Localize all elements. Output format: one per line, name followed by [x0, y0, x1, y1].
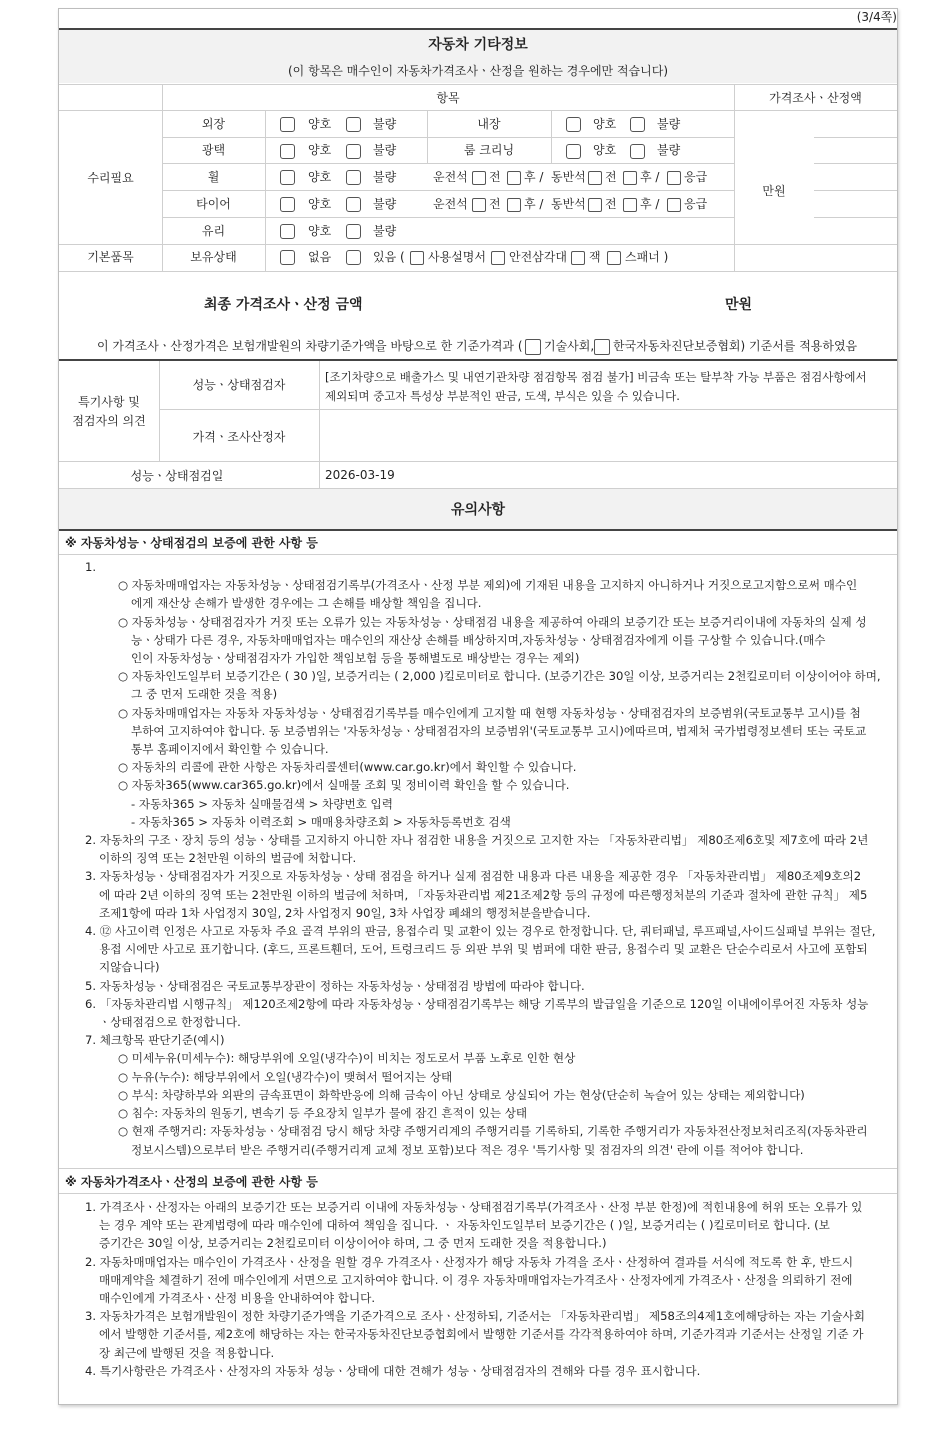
opt-good-label: 양호 [308, 170, 332, 184]
notice-line: 1. 가격조사ㆍ산정자는 아래의 보증기간 또는 보증거리 이내에 자동차성능ㆍ상태점검기록부(가격조사ㆍ산정 부분 한정)에 적힌내용에 허위 또는 오류가 있 [85, 1200, 863, 1214]
spanner-checkbox[interactable] [607, 251, 621, 265]
tech-society-checkbox[interactable] [525, 339, 541, 355]
notice-line: ○ 누유(누수): 해당부위에서 오일(냉각수)이 맺혀서 떨어지는 상태 [118, 1069, 453, 1084]
item-manual-label: 사용설명서 [428, 250, 486, 264]
notice-line: ○ 현재 주행거리: 자동차성능ㆍ상태점검 당시 해당 차량 주행거리계의 주행거리를 기록하되, 기록한 주행거리가 자동차전산정보처리조직(자동차관리 [118, 1124, 868, 1139]
notice-line: 2. 자동차의 구조ㆍ장치 등의 성능ㆍ상태를 고지하지 아니한 자나 점검한 내용을 거짓으로 고지한 자는 「자동차관리법」 제80조제6호및 제7호에 따라 2년 [85, 833, 869, 848]
notice-line: ○ 부식: 차량하부와 외판의 금속표면이 화학반응에 의해 금속이 아닌 상태로 상실되어 가는 현상(단순히 녹슬어 있는 상태는 제외합니다) [118, 1087, 805, 1102]
notice-line: 용접 시에만 사고로 표기합니다. (후드, 프론트휀더, 도어, 트렁크리드 등 외판 부위 및 범퍼에 대한 판금, 용접수리 및 교환은 단순수리로서 사고에 포함되 [99, 942, 868, 957]
item-triangle-label: 안전삼각대 [509, 250, 567, 264]
triangle-checkbox[interactable] [491, 251, 505, 265]
section-subtitle: (이 항목은 매수인이 자동차가격조사ㆍ산정을 원하는 경우에만 적습니다) [287, 64, 668, 78]
row-wheel: 휠 [207, 170, 220, 184]
rear-label: 후 / [640, 170, 660, 184]
opt-good-label: 양호 [593, 143, 617, 157]
exterior-bad-checkbox[interactable] [346, 117, 361, 132]
opt-good-label: 양호 [308, 224, 332, 238]
row-tire: 타이어 [196, 197, 231, 211]
front-label: 전 [605, 197, 617, 211]
basic-label: 기본품목 [87, 250, 134, 264]
notice-line: - 자동차365 > 자동차 이력조회 > 매매용차량조회 > 자동차등록번호 검색 [131, 814, 511, 829]
opinion-label-2: 점검자의 의견 [72, 414, 146, 428]
emergency-label: 응급 [684, 170, 708, 184]
notice-line: 이하의 징역 또는 2천만원 이하의 벌금에 처합니다. [99, 851, 357, 866]
opt-bad-label: 불량 [373, 197, 397, 211]
notice-line: 2. 자동차매매업자는 매수인이 가격조사ㆍ산정을 원할 경우 가격조사ㆍ산정자가 해당 자동차 가격을 조사ㆍ산정하여 결과를 서식에 적도록 한 후, 반드시 [85, 1254, 854, 1269]
exterior-good-checkbox[interactable] [280, 117, 295, 132]
appraiser-label: 가격ㆍ조사산정자 [192, 430, 286, 444]
notice-line: 부하여 고지하여야 합니다. 동 보증범위는 '자동차성능ㆍ상태점검자의 보증범위'(국토교통부 고시)에따르며, 법제처 국가법령정보센터 또는 국토교 [131, 723, 867, 738]
notice-line: 에 따라 2년 이하의 징역 또는 2천만원 이하의 벌금에 처하며, 「자동차관리법 제21조제2항 등의 규정에 따른행정처분의 기준과 절차에 관한 규칙」 제5 [99, 887, 868, 902]
inspection-date-label: 성능ㆍ상태점검일 [130, 469, 224, 483]
price-unit: 만원 [762, 184, 786, 198]
wheel-good-checkbox[interactable] [280, 170, 295, 185]
wheel-bad-checkbox[interactable] [346, 170, 361, 185]
opt-good-label: 양호 [308, 117, 332, 131]
basis-prefix: 이 가격조사ㆍ산정가격은 보험개발원의 차량기준가액을 바탕으로 한 기준가격과 ( [97, 339, 523, 353]
front-label: 전 [489, 197, 501, 211]
tire-passenger-front-checkbox[interactable] [588, 198, 602, 212]
notice-line: 장 최근에 발행된 것을 적용합니다. [99, 1345, 275, 1360]
rear-label: 후 / [524, 170, 544, 184]
driver-seat-label: 운전석 [433, 170, 468, 184]
front-label: 전 [605, 170, 617, 184]
notice-line: ○ 자동차365(www.car365.go.kr)에서 실매물 조회 및 정비이력 확인을 할 수 있습니다. [118, 778, 570, 793]
notice-line: ○ 자동차매매업자는 자동차 자동차성능ㆍ상태점검기록부를 매수인에게 고지할 때 현행 자동차성능ㆍ상태점검자의 보증범위(국토교통부 고시)를 첨 [118, 705, 861, 720]
notice-line: - 자동차365 > 자동차 실매물검색 > 차량번호 입력 [131, 796, 393, 811]
notice-line: ○ 침수: 자동차의 원동기, 변속기 등 주요장치 일부가 물에 잠긴 흔적이 있는 상태 [118, 1106, 528, 1121]
notice-line: 7. 체크항목 판단기준(예시) [85, 1033, 225, 1048]
notice-title: 유의사항 [450, 502, 506, 518]
tire-good-checkbox[interactable] [280, 197, 295, 212]
inspector-opinion-line1: [조기차량으로 배출가스 및 내연기관차량 점검항목 점검 불가] 비금속 또는 탈부착 가능 부품은 점검사항에서 [325, 370, 867, 384]
room-clean-bad-checkbox[interactable] [630, 144, 645, 159]
notice-line: 증기간은 30일 이상, 보증거리는 2천킬로미터 이상이어야 하며, 그 중 먼저 도래한 것을 적용합니다.) [99, 1236, 607, 1251]
notice-line: 조제1항에 따라 1차 사업정지 30일, 2차 사업정지 90일, 3차 사업장 폐쇄의 행정처분을받습니다. [99, 905, 591, 920]
price-heading: ※ 자동차가격조사ㆍ산정의 보증에 관한 사항 등 [65, 1175, 318, 1189]
opt-bad-label: 불량 [373, 143, 397, 157]
driver-seat-label: 운전석 [433, 197, 468, 211]
notice-line: ○ 자동차성능ㆍ상태점검자가 거짓 또는 오류가 있는 자동차성능ㆍ상태점검 내용을 제공하여 아래의 보증기간 또는 보증거리이내에 자동차의 실제 성 [118, 614, 867, 629]
section-title: 자동차 기타정보 [428, 37, 528, 53]
notice-line: 3. 자동차성능ㆍ상태점검자가 거짓으로 자동차성능ㆍ상태 점검을 하거나 실제 점검한 내용과 다른 내용을 제공한 경우 「자동차관리법」 제80조제9호의2 [85, 869, 862, 884]
glass-good-checkbox[interactable] [280, 224, 295, 239]
page-number: (3/4쪽) [856, 10, 897, 24]
opt-none-label: 없음 [308, 250, 332, 264]
notice-line: 6. 「자동차관리법 시행규칙」 제120조제2항에 따라 자동차성능ㆍ상태점검기록부는 해당 기록부의 발급일을 기준으로 120일 이내에이루어진 자동차 성능 [85, 996, 869, 1011]
final-amount-label: 최종 가격조사ㆍ산정 금액 [204, 297, 363, 313]
notice-line: ㆍ상태점검으로 한정합니다. [99, 1015, 241, 1030]
notice-line: 정보시스템)으로부터 받은 주행거리(주행거리계 교체 정보 포함)보다 적은 경우 '특기사항 및 점검자의 의견' 란에 이를 적어야 합니다. [131, 1142, 804, 1157]
opt-bad-label: 불량 [657, 143, 681, 157]
opinion-label-1: 특기사항 및 [78, 395, 140, 409]
interior-bad-checkbox[interactable] [630, 117, 645, 132]
opt-bad-label: 불량 [373, 170, 397, 184]
opt-good-label: 양호 [308, 143, 332, 157]
item-jack-label: 잭 [589, 250, 601, 264]
row-room-clean: 룸 크리닝 [463, 143, 515, 157]
notice-line: 매매계약을 체결하기 전에 매수인에게 서면으로 고지하여야 합니다. 이 경우 자동차매매업자는가격조사ㆍ산정자에게 가격조사ㆍ산정을 의뢰하기 전에 [99, 1272, 853, 1287]
header-item: 항목 [436, 91, 460, 105]
item-spanner-label: 스패너 ) [625, 250, 669, 264]
notice-line: 는 경우 계약 또는 관계법령에 따라 매수인에 대하여 책임을 집니다. ㆍ 자동차인도일부터 보증기간은 ( )일, 보증거리는 ( )킬로미터로 합니다. (보 [99, 1218, 830, 1233]
notice-line: 4. ⑫ 사고이력 인정은 사고로 자동차 주요 골격 부위의 판금, 용접수리 및 교환이 있는 경우로 한정합니다. 단, 쿼터패널, 루프패널,사이드실패널 부위는 절단, [85, 924, 876, 939]
possession-none-checkbox[interactable] [280, 250, 295, 265]
document-page [58, 8, 898, 1405]
final-amount-unit: 만원 [725, 297, 753, 313]
passenger-seat-label: 동반석 [551, 197, 586, 211]
row-glass: 유리 [201, 224, 226, 238]
notice-line: 지않습니다) [99, 960, 160, 975]
notice-line: 4. 특기사항란은 가격조사ㆍ산정자의 자동차 성능ㆍ상태에 대한 견해가 성능ㆍ상태점검자의 견해와 다를 경우 표시합니다. [85, 1363, 701, 1378]
repair-label: 수리필요 [87, 171, 134, 185]
possession-have-checkbox[interactable] [346, 250, 361, 265]
notice-line: ○ 미세누유(미세누수): 해당부위에 오일(냉각수)이 비치는 정도로서 부품 노후로 인한 현상 [118, 1051, 576, 1066]
row-interior: 내장 [477, 117, 501, 131]
notice-line: 인이 자동차성능ㆍ상태점검자가 가입한 책임보험 등을 통해별도로 배상받는 경우는 제외) [131, 651, 580, 666]
tire-driver-rear-checkbox[interactable] [507, 198, 521, 212]
notice-line: 5. 자동차성능ㆍ상태점검은 국토교통부장관이 정하는 자동차성능ㆍ상태점검 방법에 따라야 합니다. [85, 978, 585, 993]
notice-line: 에서 발행한 기준서를, 제2호에 해당하는 자는 한국자동차진단보증협회에서 발행한 기준서를 각각적용하여야 하며, 기준가격과 기준서는 산정일 기준 가 [99, 1327, 864, 1342]
notice-line: 능ㆍ상태가 다른 경우, 자동차매매업자는 매수인의 재산상 손해를 배상하지며,자동차성능ㆍ상태점검자에게 이를 구상할 수 있습니다.(매수 [131, 632, 826, 647]
inspector-label: 성능ㆍ상태점검자 [192, 378, 286, 392]
gloss-good-checkbox[interactable] [280, 144, 295, 159]
notice-line: 1. [85, 560, 97, 574]
jack-checkbox[interactable] [571, 251, 585, 265]
kadia-checkbox[interactable] [594, 339, 610, 355]
opt-have-label: 있음 ( [373, 250, 405, 264]
inspection-date-value: 2026-03-19 [325, 468, 395, 482]
notice-line: ○ 자동차의 리콜에 관한 사항은 자동차리콜센터(www.car.go.kr)에서 확인할 수 있습니다. [118, 760, 577, 775]
wheel-passenger-front-checkbox[interactable] [588, 171, 602, 185]
basis-tech-label: 기술사회, [544, 339, 595, 353]
front-label: 전 [489, 170, 501, 184]
opt-bad-label: 불량 [373, 117, 397, 131]
opt-good-label: 양호 [593, 117, 617, 131]
rear-label: 후 / [640, 197, 660, 211]
notice-line: ○ 자동차인도일부터 보증기간은 ( 30 )일, 보증거리는 ( 2,000 )킬로미터로 합니다. (보증기간은 30일 이상, 보증거리는 2천킬로미터 이상이어야 하며, [118, 669, 881, 684]
notice-line: ○ 자동차매매업자는 자동차성능ㆍ상태점검기록부(가격조사ㆍ산정 부분 제외)에 기재된 내용을 고지하지 아니하거나 거짓으로고지함으로써 매수인 [118, 578, 858, 593]
inspector-opinion-line2: 제외되며 중고자 특성상 부분적인 판금, 도색, 부식은 있을 수 있습니다. [325, 389, 680, 403]
emergency-label: 응급 [684, 197, 708, 211]
gloss-bad-checkbox[interactable] [346, 144, 361, 159]
tire-driver-front-checkbox[interactable] [472, 198, 486, 212]
tire-emergency-checkbox[interactable] [667, 198, 681, 212]
notice-line: 3. 자동차가격은 보험개발원이 정한 차량기준가액을 기준가격으로 조사ㆍ산정하되, 기준서는 「자동차관리법」 제58조의4제1호에해당하는 자는 기술사회 [85, 1309, 865, 1324]
tire-bad-checkbox[interactable] [346, 197, 361, 212]
row-gloss: 광택 [201, 143, 226, 157]
wheel-passenger-rear-checkbox[interactable] [623, 171, 637, 185]
row-possession: 보유상태 [190, 250, 237, 264]
notice-line: 매수인에게 가격조사ㆍ산정 비용을 안내하여야 합니다. [99, 1291, 376, 1306]
tire-passenger-rear-checkbox[interactable] [623, 198, 637, 212]
manual-checkbox[interactable] [410, 251, 424, 265]
interior-good-checkbox[interactable] [566, 117, 581, 132]
glass-bad-checkbox[interactable] [346, 224, 361, 239]
notice-line: 그 중 먼저 도래한 것을 적용) [131, 687, 278, 702]
opt-good-label: 양호 [308, 197, 332, 211]
warranty-notes [59, 558, 897, 1159]
passenger-seat-label: 동반석 [551, 170, 586, 184]
notice-line: 통부 홈페이지에서 확인할 수 있습니다. [131, 742, 329, 757]
rear-label: 후 / [524, 197, 544, 211]
wheel-driver-front-checkbox[interactable] [472, 171, 486, 185]
warranty-heading: ※ 자동차성능ㆍ상태점검의 보증에 관한 사항 등 [65, 536, 318, 550]
wheel-emergency-checkbox[interactable] [667, 171, 681, 185]
opt-bad-label: 불량 [657, 117, 681, 131]
room-clean-good-checkbox[interactable] [566, 144, 581, 159]
price-notes [59, 1198, 897, 1380]
basis-suffix: 한국자동차진단보증협회) 기준서를 적용하였음 [613, 339, 858, 353]
opt-bad-label: 불량 [373, 224, 397, 238]
row-exterior: 외장 [201, 117, 226, 131]
wheel-driver-rear-checkbox[interactable] [507, 171, 521, 185]
header-price: 가격조사ㆍ산정액 [769, 91, 862, 105]
notice-line: 에게 재산상 손해가 발생한 경우에는 그 손해를 배상할 책임을 집니다. [131, 596, 482, 611]
